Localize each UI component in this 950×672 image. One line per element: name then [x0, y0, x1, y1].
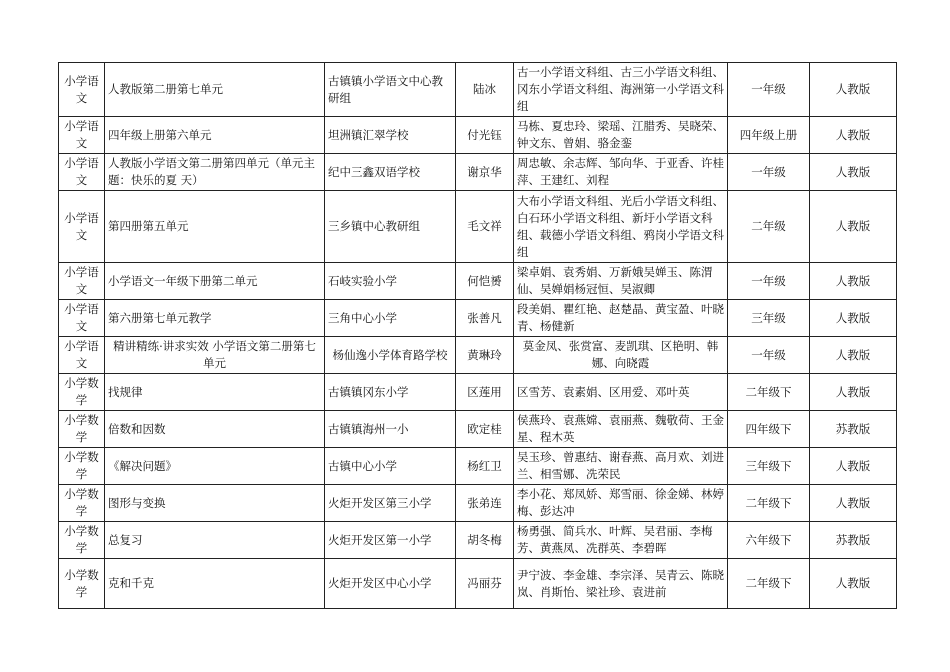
subject-cell: 小学语文: [59, 191, 105, 263]
school-cell: 火炬开发区中心小学: [325, 559, 456, 609]
subject-cell: 小学数学: [59, 559, 105, 609]
teacher-cell: 谢京华: [456, 154, 514, 191]
members-cell: 马栋、夏忠玲、梁瑶、江腊秀、吴晓荣、钟文东、曾娟、骆金銮: [514, 117, 728, 154]
subject-cell: 小学数学: [59, 522, 105, 559]
members-cell: 古一小学语文科组、古三小学语文科组、冈东小学语文科组、海洲第一小学语文科组: [514, 63, 728, 117]
teacher-cell: 杨红卫: [456, 448, 514, 485]
publisher-cell: 人教版: [810, 191, 897, 263]
teacher-cell: 张弟连: [456, 485, 514, 522]
members-cell: 大布小学语文科组、光后小学语文科组、白石环小学语文科组、新圩小学语文科组、载德小学语文科组、鸦岗小学语文科组: [514, 191, 728, 263]
publisher-cell: 苏教版: [810, 522, 897, 559]
subject-cell: 小学语文: [59, 300, 105, 337]
subject-cell: 小学数学: [59, 485, 105, 522]
school-cell: 火炬开发区第三小学: [325, 485, 456, 522]
subject-cell: 小学数学: [59, 448, 105, 485]
grade-cell: 六年级下: [728, 522, 810, 559]
title-cell: 《解决问题》: [105, 448, 325, 485]
title-cell: 人教版小学语文第二册第四单元（单元主题：快乐的夏 天）: [105, 154, 325, 191]
table-row: [59, 559, 897, 609]
school-cell: 杨仙逸小学体育路学校: [325, 337, 456, 374]
title-cell: 找规律: [105, 374, 325, 411]
title-cell: 克和千克: [105, 559, 325, 609]
project-table: [58, 62, 897, 609]
school-cell: 三乡镇中心教研组: [325, 191, 456, 263]
school-cell: 古镇镇海州一小: [325, 411, 456, 448]
grade-cell: 三年级: [728, 300, 810, 337]
members-cell: 李小花、郑凤娇、郑雪丽、徐金娣、林婷梅、彭达冲: [514, 485, 728, 522]
table-row: [59, 117, 897, 154]
subject-cell: 小学数学: [59, 411, 105, 448]
publisher-cell: 苏教版: [810, 411, 897, 448]
table-row: [59, 263, 897, 300]
publisher-cell: 人教版: [810, 559, 897, 609]
title-cell: 第六册第七单元教学: [105, 300, 325, 337]
teacher-cell: 欧定桂: [456, 411, 514, 448]
table-row: [59, 63, 897, 117]
publisher-cell: 人教版: [810, 154, 897, 191]
teacher-cell: 黄琳玲: [456, 337, 514, 374]
table-row: [59, 522, 897, 559]
members-cell: 周忠敏、余志辉、邹向华、于亚香、许桂萍、王建红、刘程: [514, 154, 728, 191]
grade-cell: 二年级下: [728, 485, 810, 522]
school-cell: 石岐实验小学: [325, 263, 456, 300]
members-cell: 区雪芳、袁素娟、区用爱、邓叶英: [514, 374, 728, 411]
publisher-cell: 人教版: [810, 300, 897, 337]
school-cell: 古镇镇小学语文中心教研组: [325, 63, 456, 117]
publisher-cell: 人教版: [810, 448, 897, 485]
table-row: [59, 448, 897, 485]
teacher-cell: 区莲用: [456, 374, 514, 411]
school-cell: 古镇镇冈东小学: [325, 374, 456, 411]
school-cell: 三角中心小学: [325, 300, 456, 337]
title-cell: 第四册第五单元: [105, 191, 325, 263]
grade-cell: 一年级: [728, 263, 810, 300]
table-row: [59, 300, 897, 337]
grade-cell: 二年级: [728, 191, 810, 263]
grade-cell: 一年级: [728, 154, 810, 191]
subject-cell: 小学语文: [59, 263, 105, 300]
members-cell: 段美娟、瞿红艳、赵楚晶、黄宝盈、叶晓青、杨健新: [514, 300, 728, 337]
members-cell: 莫金凤、张赏富、麦凯琪、区艳明、韩娜、向晓霞: [514, 337, 728, 374]
school-cell: 纪中三鑫双语学校: [325, 154, 456, 191]
publisher-cell: 人教版: [810, 263, 897, 300]
grade-cell: 四年级上册: [728, 117, 810, 154]
members-cell: 杨勇强、简兵水、叶辉、吴君丽、李梅芳、黄燕凤、冼群英、李碧晖: [514, 522, 728, 559]
grade-cell: 二年级下: [728, 559, 810, 609]
school-cell: 火炬开发区第一小学: [325, 522, 456, 559]
school-cell: 坦洲镇汇翠学校: [325, 117, 456, 154]
school-cell: 古镇中心小学: [325, 448, 456, 485]
members-cell: 尹宁波、李金雄、李宗泽、吴青云、陈晓岚、肖斯怡、梁社珍、袁进前: [514, 559, 728, 609]
title-cell: 小学语文一年级下册第二单元: [105, 263, 325, 300]
members-cell: 侯燕玲、袁燕嫦、袁丽燕、魏敬荷、王金星、程木英: [514, 411, 728, 448]
title-cell: 四年级上册第六单元: [105, 117, 325, 154]
teacher-cell: 张善凡: [456, 300, 514, 337]
teacher-cell: 陆冰: [456, 63, 514, 117]
teacher-cell: 胡冬梅: [456, 522, 514, 559]
subject-cell: 小学数学: [59, 374, 105, 411]
members-cell: 梁卓娟、袁秀娟、万新娥吴婵玉、陈渭仙、吴婵娟杨冠恒、吴淑卿: [514, 263, 728, 300]
teacher-cell: 付光钰: [456, 117, 514, 154]
table-row: [59, 374, 897, 411]
table-row: [59, 154, 897, 191]
title-cell: 倍数和因数: [105, 411, 325, 448]
publisher-cell: 人教版: [810, 374, 897, 411]
grade-cell: 一年级: [728, 63, 810, 117]
title-cell: 精讲精练·讲求实效 小学语文第二册第七单元: [105, 337, 325, 374]
title-cell: 人教版第二册第七单元: [105, 63, 325, 117]
members-cell: 吴玉珍、曾惠结、谢春燕、高月欢、刘进兰、相雪娜、冼荣民: [514, 448, 728, 485]
grade-cell: 四年级下: [728, 411, 810, 448]
publisher-cell: 人教版: [810, 63, 897, 117]
grade-cell: 二年级下: [728, 374, 810, 411]
teacher-cell: 毛文祥: [456, 191, 514, 263]
publisher-cell: 人教版: [810, 117, 897, 154]
subject-cell: 小学语文: [59, 154, 105, 191]
publisher-cell: 人教版: [810, 485, 897, 522]
grade-cell: 一年级: [728, 337, 810, 374]
table-row: [59, 337, 897, 374]
teacher-cell: 冯丽芬: [456, 559, 514, 609]
subject-cell: 小学语文: [59, 63, 105, 117]
publisher-cell: 人教版: [810, 337, 897, 374]
table-row: [59, 485, 897, 522]
title-cell: 图形与变换: [105, 485, 325, 522]
table-row: [59, 191, 897, 263]
table-row: [59, 411, 897, 448]
grade-cell: 三年级下: [728, 448, 810, 485]
title-cell: 总复习: [105, 522, 325, 559]
teacher-cell: 何恺赟: [456, 263, 514, 300]
subject-cell: 小学语文: [59, 117, 105, 154]
subject-cell: 小学语文: [59, 337, 105, 374]
